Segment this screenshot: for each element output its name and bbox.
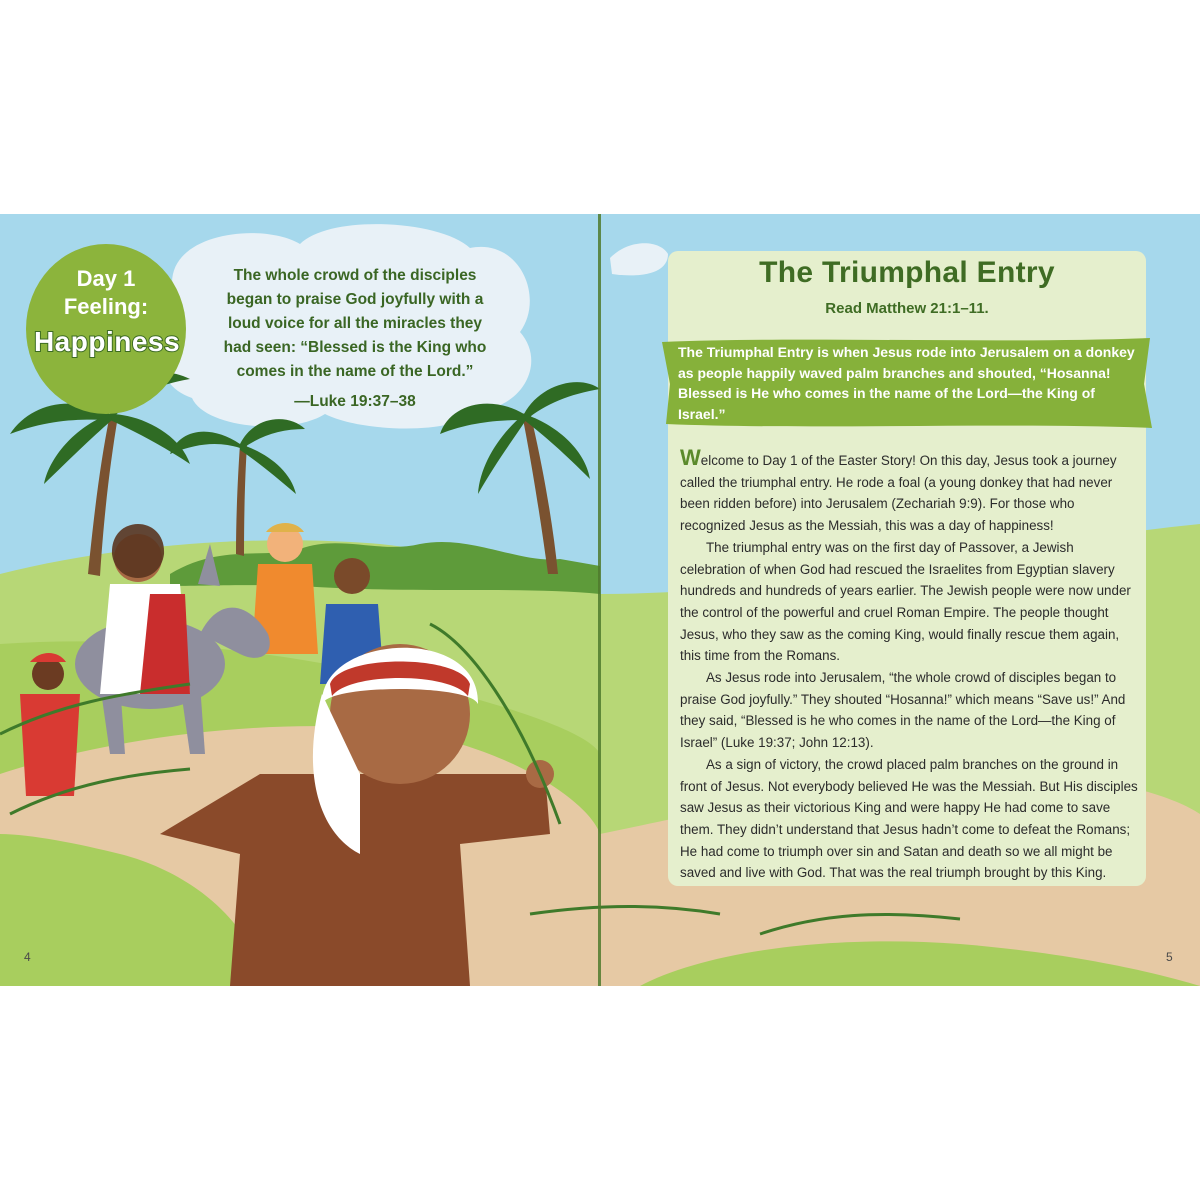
quote-line: loud voice for all the miracles they	[227, 315, 483, 332]
quote-line: began to praise God joyfully with a	[226, 291, 484, 308]
day-feeling-badge	[26, 244, 186, 414]
page-gutter	[598, 214, 601, 986]
feeling-label: Feeling:	[63, 294, 149, 319]
quote-line: comes in the name of the Lord.”	[236, 363, 474, 380]
reading-reference: Read Matthew 21:1–11.	[825, 300, 989, 317]
paragraph-1-text: elcome to Day 1 of the Easter Story! On this day, Jesus took a journey called the triumphal entry. He rode a foal (a young donkey that had never been ridden before) into Jerusalem (Zechariah 9:9). For those who recognized Jesus as the Messiah, this was a day of happiness!	[680, 453, 1117, 534]
day-label: Day 1	[76, 266, 136, 291]
small-cloud-shape	[610, 243, 668, 275]
quote-line: The whole crowd of the disciples	[233, 267, 477, 284]
page-number-right: 5	[1166, 950, 1173, 964]
emotion-label: Happiness	[33, 326, 181, 357]
book-spread	[0, 214, 1200, 986]
scripture-quote	[190, 264, 520, 414]
drop-cap: W	[680, 445, 701, 470]
story-body	[680, 445, 1140, 884]
page-number-left: 4	[24, 950, 31, 964]
story-paragraph-1	[680, 445, 1140, 537]
quote-line: had seen: “Blessed is the King who	[223, 339, 487, 356]
story-paragraph-2: The triumphal entry was on the first day of Passover, a Jewish celebration of when God had rescued the Israelites from Egyptian slavery hundreds and hundreds of years earlier. The Jewish people were now under the control of the powerful and cruel Roman Empire. The people thought Jesus, who they saw as the coming King, would finally rescue them again, this time from the Romans.	[680, 539, 1131, 664]
story-paragraph-4: As a sign of victory, the crowd placed palm branches on the ground in front of Jesus. Not everybody believed He was the Messiah. But His disciples saw Jesus as their victorious King and were happy He had come to save them. They didn’t understand that Jesus hadn’t come to defeat the Romans; He had come to triumph over sin and Satan and death so we all might be saved and live with God. That was the real triumph brought by this King.	[680, 756, 1138, 881]
page-title: The Triumphal Entry	[759, 256, 1055, 289]
story-paragraph-3: As Jesus rode into Jerusalem, “the whole crowd of disciples began to praise God joyfully.” They shouted “Hosanna!” which means “Save us!” And they said, “Blessed is he who comes in the name of the Lord—the King of Israel” (Luke 19:37; John 12:13).	[680, 670, 1126, 751]
quote-reference: —Luke 19:37–38	[294, 393, 416, 410]
summary-text: The Triumphal Entry is when Jesus rode into Jerusalem on a donkey as people happily waved palm branches and shouted, “Hosanna! Blessed is He who comes in the name of the Lord—the King of Israel.”	[678, 344, 1135, 422]
